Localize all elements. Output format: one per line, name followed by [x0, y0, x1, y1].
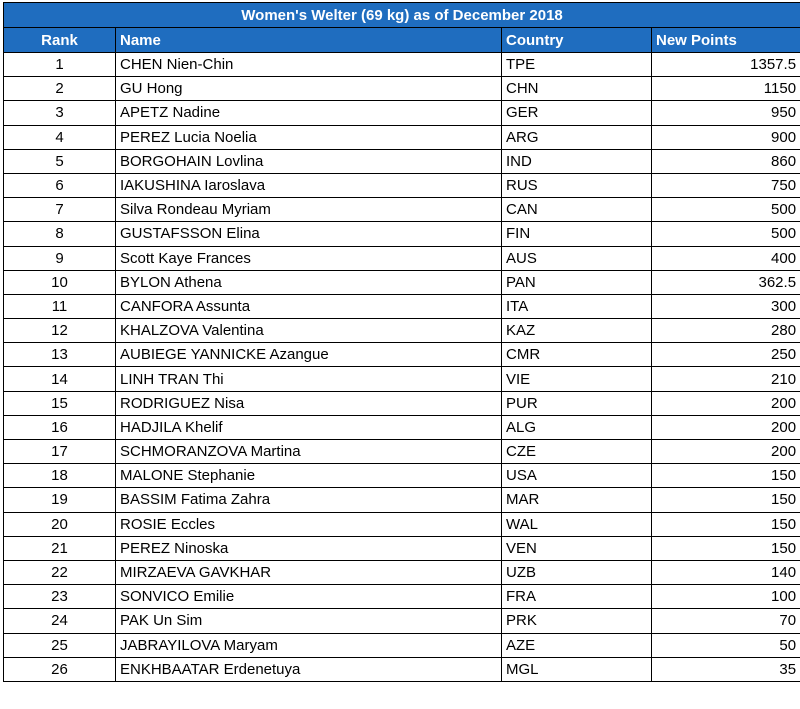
- name-cell: RODRIGUEZ Nisa: [116, 391, 502, 415]
- table-row: [4, 391, 800, 415]
- country-cell: RUS: [502, 173, 652, 197]
- name-cell: PEREZ Ninoska: [116, 536, 502, 560]
- table-row: [4, 536, 800, 560]
- country-cell: FRA: [502, 585, 652, 609]
- name-cell: APETZ Nadine: [116, 101, 502, 125]
- points-cell: 750: [652, 173, 800, 197]
- points-cell: 150: [652, 464, 800, 488]
- country-cell: UZB: [502, 560, 652, 584]
- table-row: [4, 609, 800, 633]
- rank-cell: 8: [4, 222, 116, 246]
- rank-cell: 20: [4, 512, 116, 536]
- rank-cell: 6: [4, 173, 116, 197]
- rank-cell: 21: [4, 536, 116, 560]
- name-cell: BYLON Athena: [116, 270, 502, 294]
- country-cell: IND: [502, 149, 652, 173]
- name-cell: CANFORA Assunta: [116, 294, 502, 318]
- points-cell: 500: [652, 198, 800, 222]
- table-body: [4, 53, 800, 682]
- table-row: [4, 633, 800, 657]
- rank-cell: 15: [4, 391, 116, 415]
- column-header-rank: Rank: [4, 28, 116, 53]
- rank-cell: 23: [4, 585, 116, 609]
- rank-cell: 5: [4, 149, 116, 173]
- name-cell: PEREZ Lucia Noelia: [116, 125, 502, 149]
- table-row: [4, 149, 800, 173]
- points-cell: 400: [652, 246, 800, 270]
- table-row: [4, 53, 800, 77]
- country-cell: PUR: [502, 391, 652, 415]
- rank-cell: 24: [4, 609, 116, 633]
- points-cell: 860: [652, 149, 800, 173]
- points-cell: 200: [652, 415, 800, 439]
- points-cell: 200: [652, 440, 800, 464]
- rank-cell: 4: [4, 125, 116, 149]
- country-cell: KAZ: [502, 319, 652, 343]
- table-row: [4, 294, 800, 318]
- points-cell: 280: [652, 319, 800, 343]
- country-cell: AUS: [502, 246, 652, 270]
- country-cell: MAR: [502, 488, 652, 512]
- rank-cell: 2: [4, 77, 116, 101]
- name-cell: KHALZOVA Valentina: [116, 319, 502, 343]
- name-cell: LINH TRAN Thi: [116, 367, 502, 391]
- table-row: [4, 173, 800, 197]
- name-cell: SCHMORANZOVA Martina: [116, 440, 502, 464]
- country-cell: CHN: [502, 77, 652, 101]
- points-cell: 250: [652, 343, 800, 367]
- table-row: [4, 77, 800, 101]
- name-cell: BASSIM Fatima Zahra: [116, 488, 502, 512]
- country-cell: CAN: [502, 198, 652, 222]
- name-cell: IAKUSHINA Iaroslava: [116, 173, 502, 197]
- points-cell: 500: [652, 222, 800, 246]
- name-cell: MIRZAEVA GAVKHAR: [116, 560, 502, 584]
- table-row: [4, 657, 800, 681]
- table-row: [4, 560, 800, 584]
- points-cell: 362.5: [652, 270, 800, 294]
- country-cell: AZE: [502, 633, 652, 657]
- points-cell: 35: [652, 657, 800, 681]
- name-cell: SONVICO Emilie: [116, 585, 502, 609]
- country-cell: TPE: [502, 53, 652, 77]
- name-cell: HADJILA Khelif: [116, 415, 502, 439]
- rank-cell: 3: [4, 101, 116, 125]
- points-cell: 70: [652, 609, 800, 633]
- name-cell: CHEN Nien-Chin: [116, 53, 502, 77]
- table-title: Women's Welter (69 kg) as of December 2018: [4, 3, 800, 28]
- column-header-country: Country: [502, 28, 652, 53]
- points-cell: 200: [652, 391, 800, 415]
- name-cell: PAK Un Sim: [116, 609, 502, 633]
- table-row: [4, 125, 800, 149]
- table-row: [4, 343, 800, 367]
- rank-cell: 19: [4, 488, 116, 512]
- table-row: [4, 222, 800, 246]
- table-row: [4, 101, 800, 125]
- points-cell: 900: [652, 125, 800, 149]
- points-cell: 150: [652, 488, 800, 512]
- rank-cell: 17: [4, 440, 116, 464]
- rank-cell: 14: [4, 367, 116, 391]
- country-cell: PAN: [502, 270, 652, 294]
- country-cell: ITA: [502, 294, 652, 318]
- name-cell: ROSIE Eccles: [116, 512, 502, 536]
- name-cell: AUBIEGE YANNICKE Azangue: [116, 343, 502, 367]
- table-row: [4, 367, 800, 391]
- table-row: [4, 464, 800, 488]
- rank-cell: 16: [4, 415, 116, 439]
- name-cell: ENKHBAATAR Erdenetuya: [116, 657, 502, 681]
- table-row: [4, 319, 800, 343]
- rank-cell: 11: [4, 294, 116, 318]
- rank-cell: 1: [4, 53, 116, 77]
- points-cell: 100: [652, 585, 800, 609]
- rank-cell: 26: [4, 657, 116, 681]
- country-cell: GER: [502, 101, 652, 125]
- column-header-points: New Points: [652, 28, 800, 53]
- country-cell: FIN: [502, 222, 652, 246]
- country-cell: PRK: [502, 609, 652, 633]
- country-cell: MGL: [502, 657, 652, 681]
- points-cell: 150: [652, 512, 800, 536]
- points-cell: 210: [652, 367, 800, 391]
- name-cell: GUSTAFSSON Elina: [116, 222, 502, 246]
- rank-cell: 9: [4, 246, 116, 270]
- header-row: [4, 28, 800, 53]
- points-cell: 950: [652, 101, 800, 125]
- name-cell: GU Hong: [116, 77, 502, 101]
- rank-cell: 13: [4, 343, 116, 367]
- name-cell: MALONE Stephanie: [116, 464, 502, 488]
- rank-cell: 10: [4, 270, 116, 294]
- country-cell: CZE: [502, 440, 652, 464]
- name-cell: BORGOHAIN Lovlina: [116, 149, 502, 173]
- points-cell: 1357.5: [652, 53, 800, 77]
- table-row: [4, 488, 800, 512]
- country-cell: VIE: [502, 367, 652, 391]
- name-cell: JABRAYILOVA Maryam: [116, 633, 502, 657]
- points-cell: 1150: [652, 77, 800, 101]
- rank-cell: 25: [4, 633, 116, 657]
- rank-cell: 22: [4, 560, 116, 584]
- table-row: [4, 415, 800, 439]
- country-cell: ARG: [502, 125, 652, 149]
- rank-cell: 18: [4, 464, 116, 488]
- rank-cell: 12: [4, 319, 116, 343]
- table-row: [4, 440, 800, 464]
- rank-cell: 7: [4, 198, 116, 222]
- country-cell: WAL: [502, 512, 652, 536]
- points-cell: 300: [652, 294, 800, 318]
- title-row: [4, 3, 800, 28]
- country-cell: VEN: [502, 536, 652, 560]
- ranking-table: [3, 2, 800, 682]
- points-cell: 50: [652, 633, 800, 657]
- points-cell: 150: [652, 536, 800, 560]
- country-cell: CMR: [502, 343, 652, 367]
- name-cell: Scott Kaye Frances: [116, 246, 502, 270]
- table-row: [4, 270, 800, 294]
- table-row: [4, 512, 800, 536]
- points-cell: 140: [652, 560, 800, 584]
- country-cell: ALG: [502, 415, 652, 439]
- name-cell: Silva Rondeau Myriam: [116, 198, 502, 222]
- table-row: [4, 585, 800, 609]
- column-header-name: Name: [116, 28, 502, 53]
- table-row: [4, 198, 800, 222]
- country-cell: USA: [502, 464, 652, 488]
- table-row: [4, 246, 800, 270]
